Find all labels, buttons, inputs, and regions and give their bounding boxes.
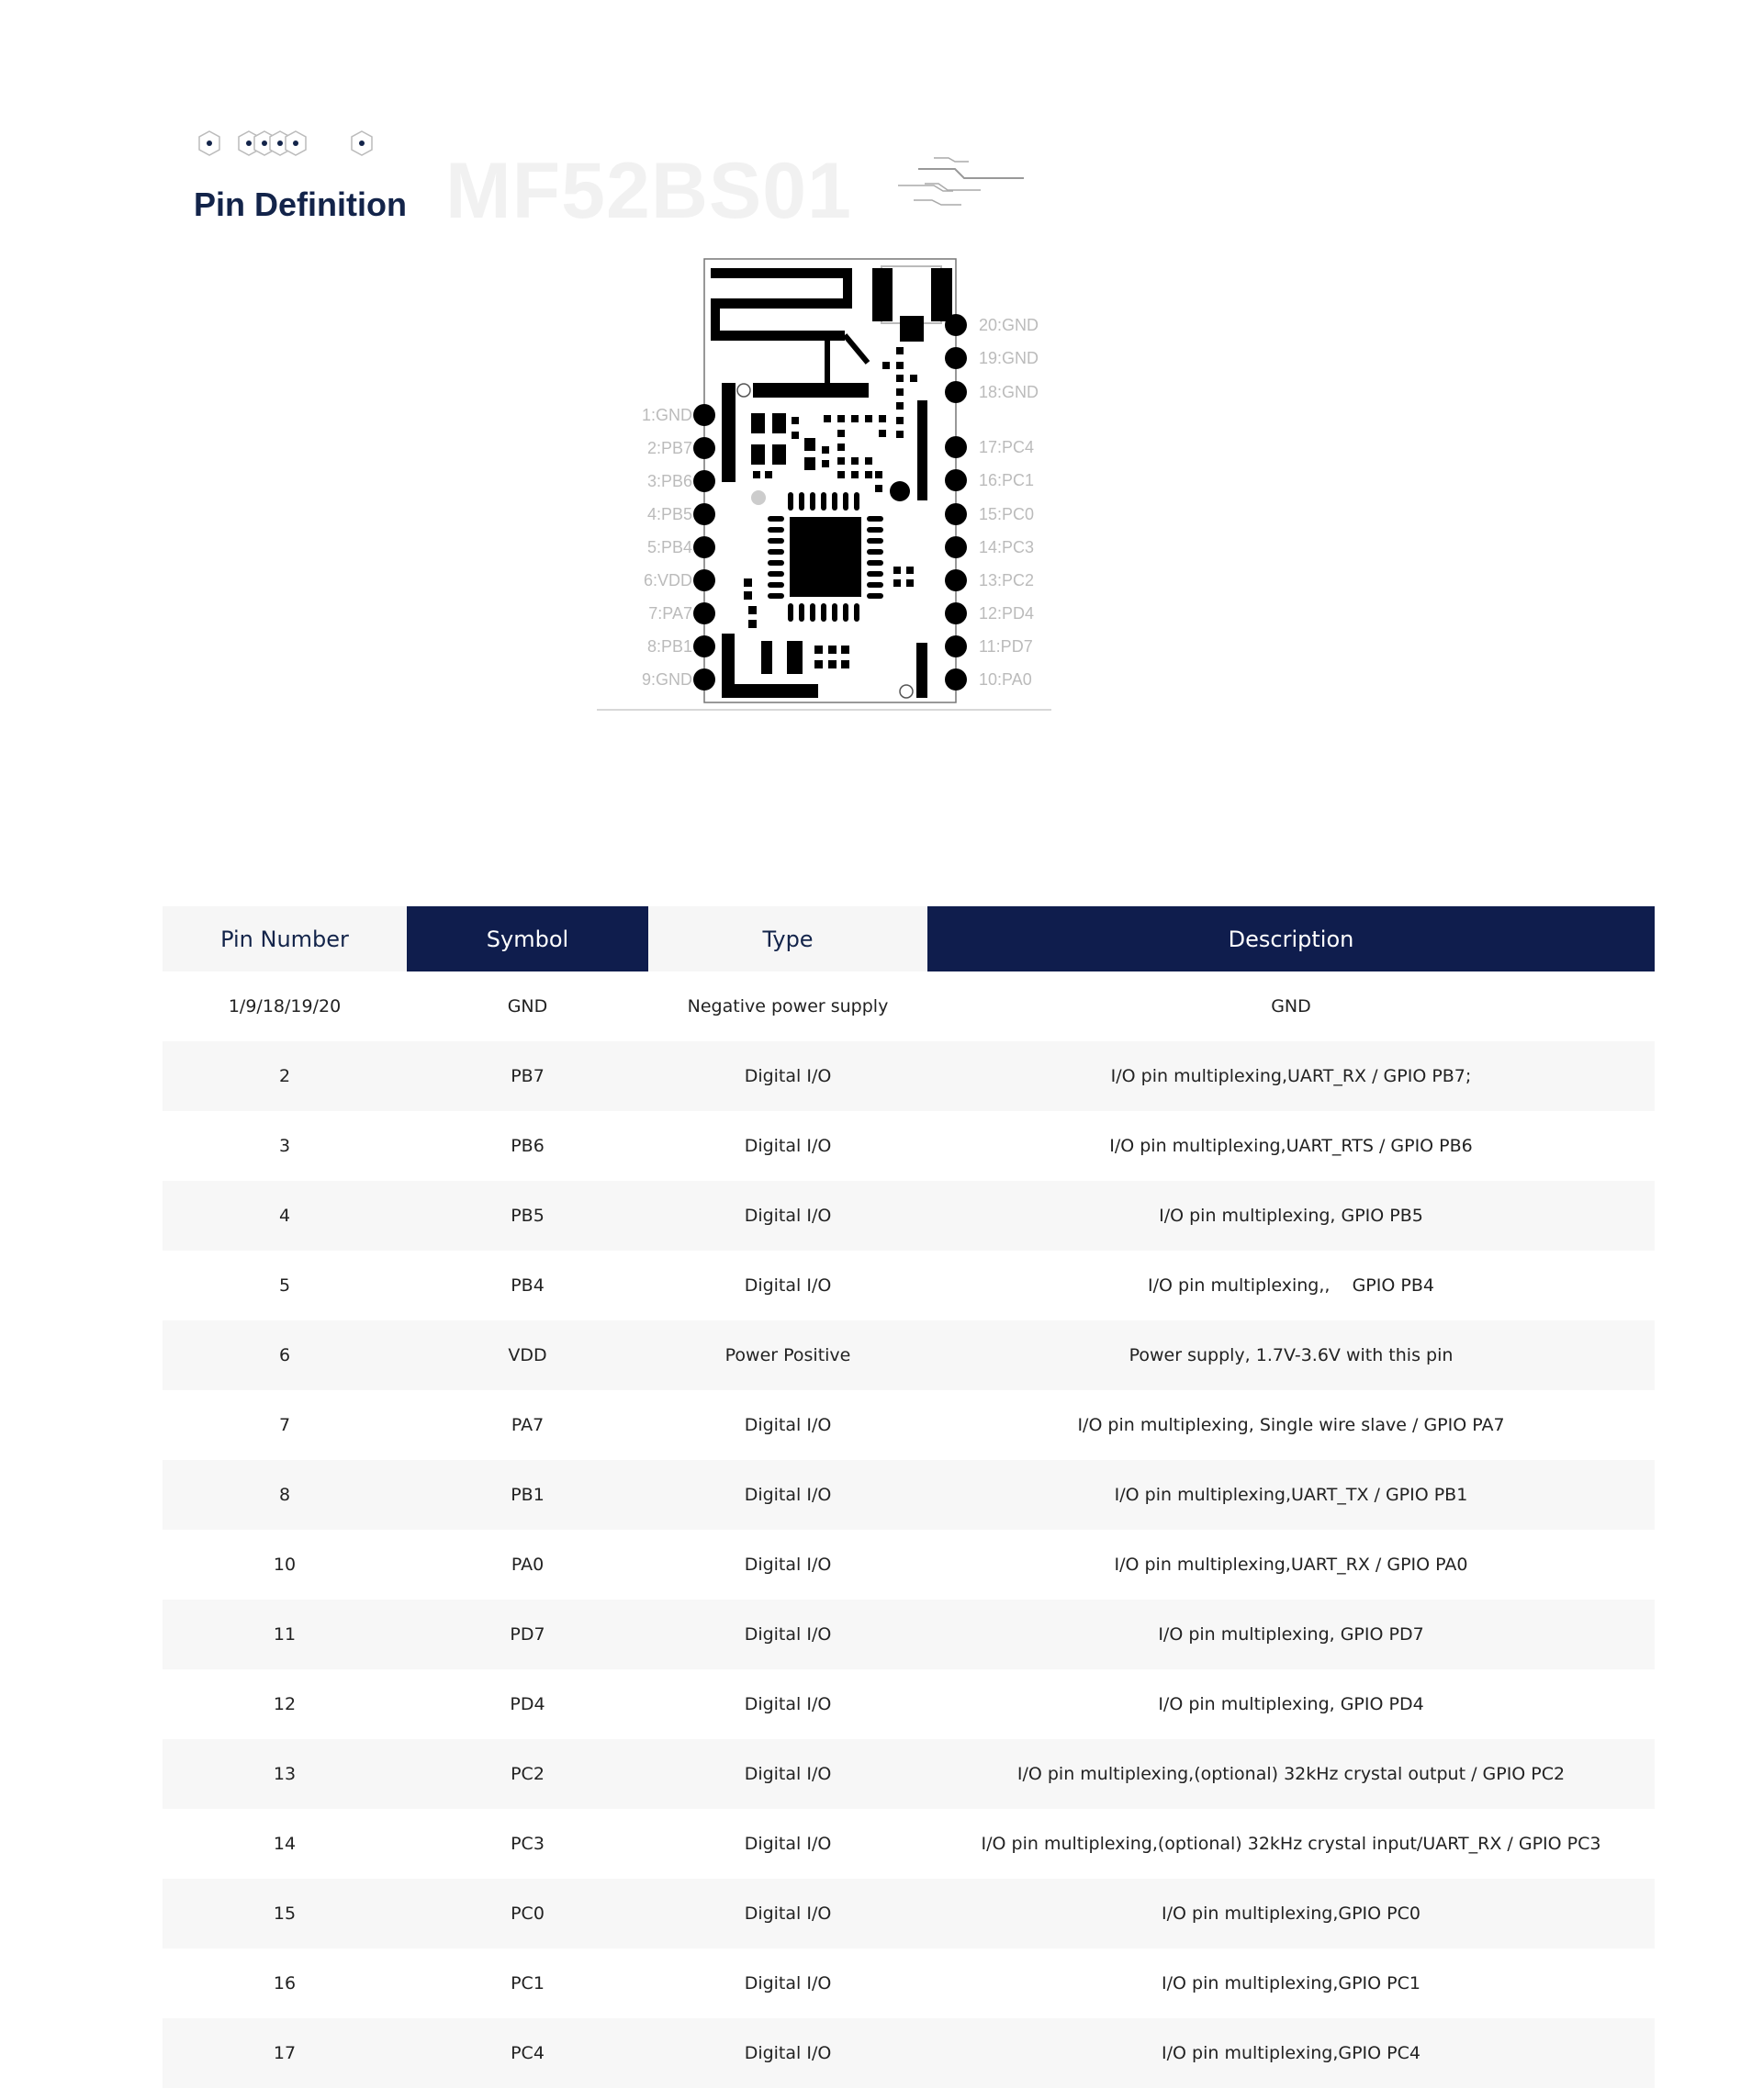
table-row [163, 1111, 1655, 1181]
table-row [163, 1320, 1655, 1390]
table-cell: Digital I/O [744, 1555, 832, 1575]
pin-pad [693, 404, 715, 426]
right-pin-label: 13:PC2 [979, 571, 1035, 590]
left-pin-label: 2:PB7 [646, 439, 692, 457]
table-cell: PA0 [511, 1555, 545, 1575]
left-pin-label: 4:PB5 [646, 505, 692, 523]
table-cell: Digital I/O [648, 1460, 927, 1530]
table-row [163, 1390, 1655, 1460]
table-cell: GND [507, 996, 548, 1016]
right-pin-label: 18:GND [979, 383, 1039, 401]
table-cell: 1/9/18/19/20 [228, 996, 342, 1016]
left-pin-label: 5:PB4 [646, 538, 692, 556]
pin-pad [945, 381, 967, 403]
pin-pad [945, 536, 967, 558]
table-cell: I/O pin multiplexing,GPIO PC1 [1162, 1973, 1421, 1993]
table-cell: 6 [163, 1320, 407, 1390]
table-row [163, 1251, 1655, 1320]
table-cell: PB1 [407, 1460, 648, 1530]
table-cell: Digital I/O [744, 1973, 832, 1993]
table-row [163, 1600, 1655, 1669]
column-header: Type [648, 906, 927, 971]
pin-definition-table [163, 906, 1655, 2088]
table-cell: PA7 [511, 1415, 545, 1435]
table-cell: Digital I/O [648, 1041, 927, 1111]
table-cell: 7 [278, 1415, 291, 1435]
pin-pad [693, 503, 715, 525]
table-row [163, 971, 1655, 1041]
table-row [163, 1669, 1655, 1739]
table-cell: I/O pin multiplexing,GPIO PC0 [927, 1879, 1655, 1948]
table-cell: 8 [163, 1460, 407, 1530]
table-cell: Digital I/O [648, 1739, 927, 1809]
table-cell: Digital I/O [744, 1834, 832, 1854]
pin-pad [693, 536, 715, 558]
table-cell: I/O pin multiplexing,UART_RTS / GPIO PB6 [1109, 1136, 1473, 1156]
table-cell: I/O pin multiplexing, GPIO PB5 [927, 1181, 1655, 1251]
pin-pad [945, 503, 967, 525]
table-row [163, 1809, 1655, 1879]
table-row [163, 1181, 1655, 1251]
pin-pad [945, 314, 967, 336]
table-cell: GND [1271, 996, 1311, 1016]
right-pin-label: 10:PA0 [979, 670, 1032, 689]
table-cell: Digital I/O [648, 2018, 927, 2088]
table-cell: 15 [163, 1879, 407, 1948]
hexagon-decoration-icon [195, 129, 378, 158]
module-pinout-diagram [597, 248, 1194, 780]
table-row [163, 2018, 1655, 2088]
table-cell: 14 [273, 1834, 297, 1854]
table-cell: 13 [163, 1739, 407, 1809]
table-cell: 4 [163, 1181, 407, 1251]
table-cell: PC3 [511, 1834, 545, 1854]
table-cell: 3 [278, 1136, 291, 1156]
right-pin-label: 14:PC3 [979, 538, 1035, 556]
table-cell: PC1 [511, 1973, 545, 1993]
table-cell: Digital I/O [648, 1600, 927, 1669]
pin-pad [945, 569, 967, 591]
pin-pad [693, 437, 715, 459]
left-pin-label: 9:GND [641, 670, 692, 689]
table-cell: Digital I/O [744, 1415, 832, 1435]
left-pin-label: 1:GND [641, 406, 692, 424]
table-cell: Power Positive [648, 1320, 927, 1390]
pin-pad [693, 470, 715, 492]
table-row [163, 1739, 1655, 1809]
pin-pad [945, 436, 967, 458]
table-cell: 2 [163, 1041, 407, 1111]
table-row [163, 1460, 1655, 1530]
right-pin-label: 20:GND [979, 316, 1039, 334]
table-cell: 12 [273, 1694, 297, 1714]
left-pin-label: 8:PB1 [646, 637, 692, 656]
table-cell: I/O pin multiplexing, GPIO PD7 [927, 1600, 1655, 1669]
table-cell: Digital I/O [648, 1181, 927, 1251]
right-pin-label: 17:PC4 [979, 438, 1035, 456]
pin-pad [693, 635, 715, 657]
table-cell: I/O pin multiplexing,UART_RX / GPIO PB7; [927, 1041, 1655, 1111]
table-cell: I/O pin multiplexing,UART_TX / GPIO PB1 [927, 1460, 1655, 1530]
table-cell: 10 [273, 1555, 297, 1575]
pin-pad [945, 469, 967, 491]
pin-pad [693, 569, 715, 591]
page-title: Pin Definition [194, 185, 407, 223]
pin-pad [693, 602, 715, 624]
table-cell: Digital I/O [744, 1275, 832, 1296]
table-cell: PD4 [510, 1694, 545, 1714]
table-cell: 16 [273, 1973, 297, 1993]
circuit-trace-decoration-icon [882, 147, 1120, 211]
pin-pad [693, 668, 715, 691]
table-row [163, 1879, 1655, 1948]
table-row [163, 1948, 1655, 2018]
pin-pad [945, 602, 967, 624]
table-cell: 5 [278, 1275, 291, 1296]
table-cell: PC2 [407, 1739, 648, 1809]
table-cell: PD7 [407, 1600, 648, 1669]
pin-pad [945, 635, 967, 657]
table-row [163, 1041, 1655, 1111]
table-cell: Digital I/O [744, 1136, 832, 1156]
pin-pad [945, 347, 967, 369]
table-cell: Digital I/O [744, 1694, 832, 1714]
right-pin-label: 15:PC0 [979, 505, 1035, 523]
table-cell: I/O pin multiplexing,UART_RX / GPIO PA0 [1114, 1555, 1468, 1575]
table-cell: PB5 [407, 1181, 648, 1251]
table-cell: PC4 [407, 2018, 648, 2088]
table-cell: 17 [163, 2018, 407, 2088]
table-cell: I/O pin multiplexing,GPIO PC4 [927, 2018, 1655, 2088]
right-pin-label: 19:GND [979, 349, 1039, 367]
table-row [163, 1530, 1655, 1600]
table-cell: Digital I/O [648, 1879, 927, 1948]
right-pin-label: 16:PC1 [979, 471, 1035, 489]
table-cell: Negative power supply [687, 996, 889, 1016]
watermark-model: MF52BS01 [445, 147, 852, 235]
table-cell: VDD [407, 1320, 648, 1390]
left-pin-label: 3:PB6 [646, 472, 692, 490]
column-header: Description [927, 906, 1655, 971]
table-cell: I/O pin multiplexing, GPIO PD4 [1158, 1694, 1424, 1714]
table-cell: PB7 [407, 1041, 648, 1111]
table-cell: 11 [163, 1600, 407, 1669]
column-header: Pin Number [163, 906, 407, 971]
table-cell: I/O pin multiplexing,(optional) 32kHz crystal input/UART_RX / GPIO PC3 [981, 1834, 1601, 1854]
left-pin-label: 7:PA7 [648, 604, 692, 623]
table-cell: PC0 [407, 1879, 648, 1948]
table-cell: Power supply, 1.7V-3.6V with this pin [927, 1320, 1655, 1390]
column-header: Symbol [407, 906, 648, 971]
left-pin-label: 6:VDD [643, 571, 692, 590]
table-cell: I/O pin multiplexing,(optional) 32kHz crystal output / GPIO PC2 [927, 1739, 1655, 1809]
table-cell: I/O pin multiplexing, Single wire slave / GPIO PA7 [1077, 1415, 1505, 1435]
table-cell: PB6 [511, 1136, 545, 1156]
pin-pad [945, 668, 967, 691]
right-pin-label: 11:PD7 [979, 637, 1033, 656]
table-cell: I/O pin multiplexing,, GPIO PB4 [1148, 1275, 1434, 1296]
table-cell: PB4 [511, 1275, 545, 1296]
right-pin-label: 12:PD4 [979, 604, 1035, 623]
